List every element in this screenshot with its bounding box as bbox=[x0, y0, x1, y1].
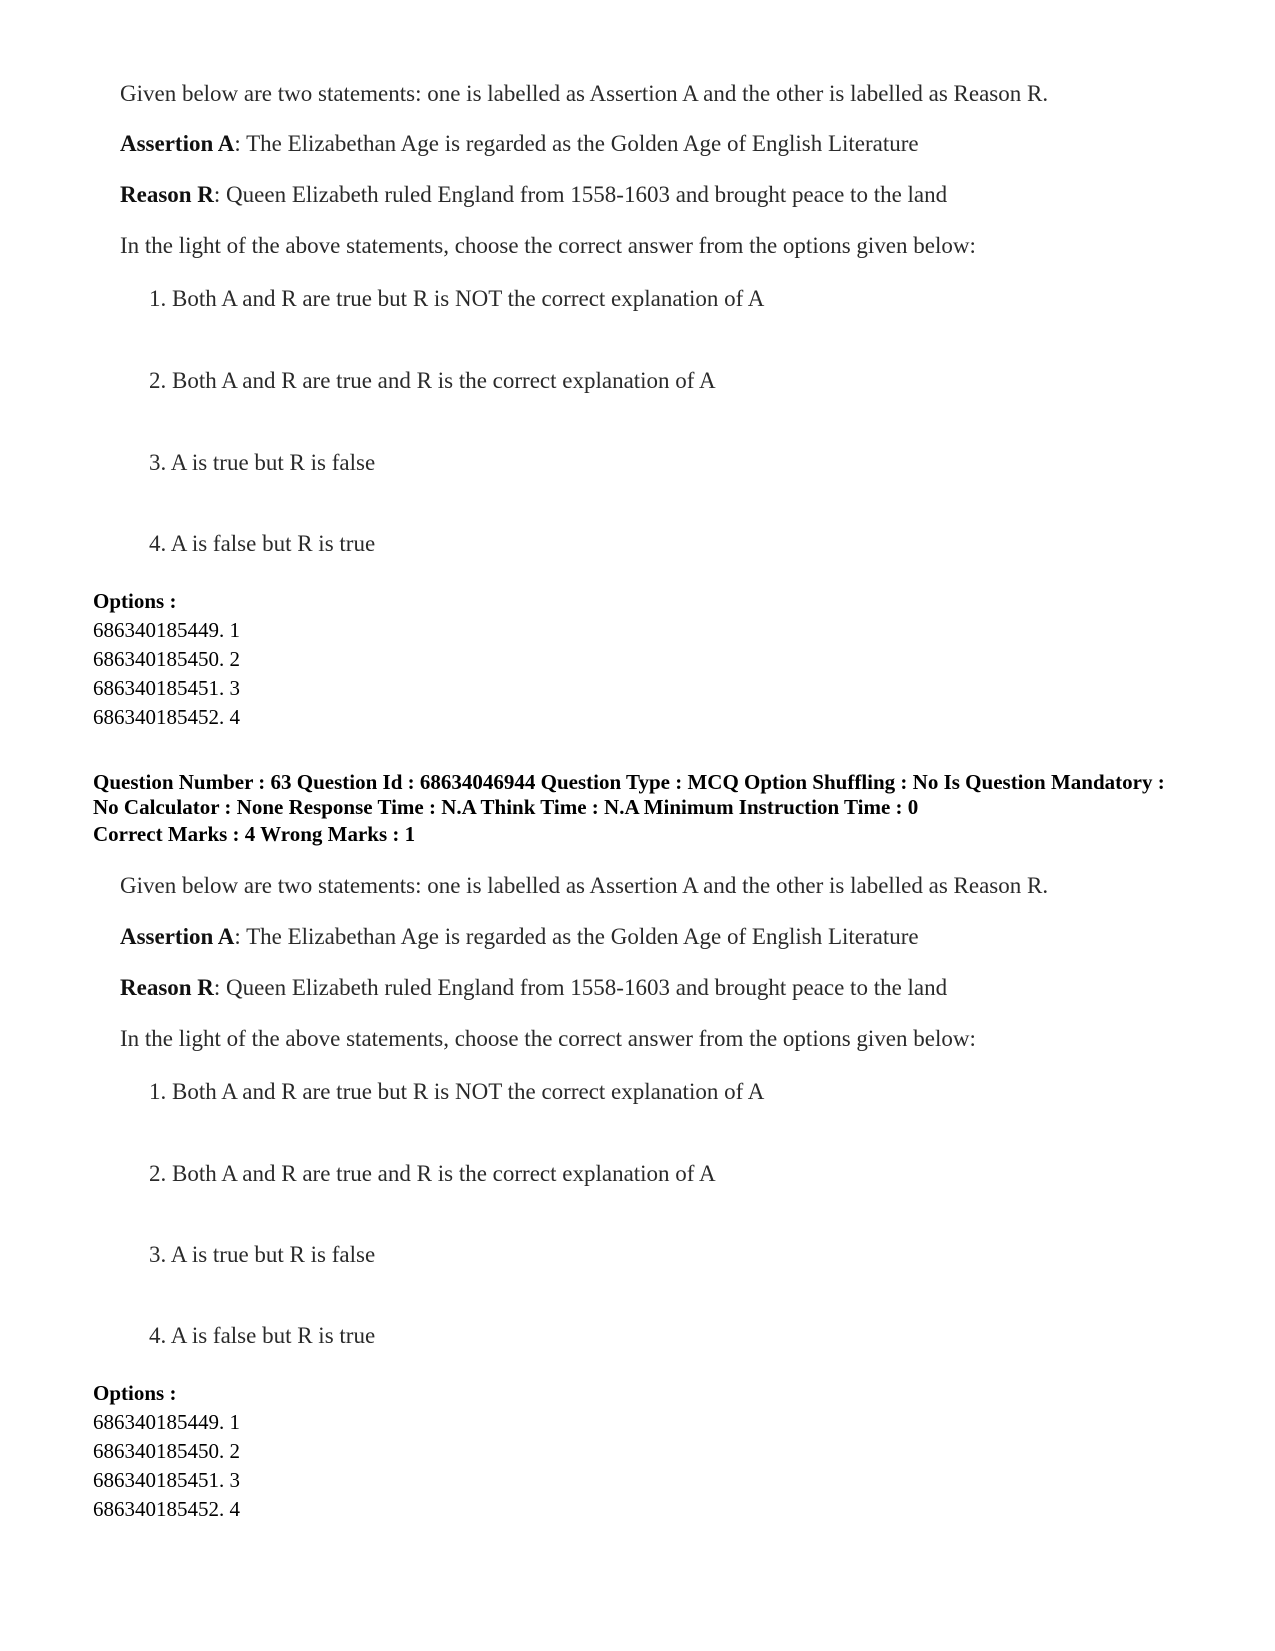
choice-item: 3. A is true but R is false bbox=[149, 1242, 376, 1267]
assertion-text: : The Elizabethan Age is regarded as the Golden Age of English Literature bbox=[234, 131, 919, 156]
option-line: 686340185450. 2 bbox=[93, 647, 240, 671]
question-marks-line: Correct Marks : 4 Wrong Marks : 1 bbox=[93, 822, 416, 846]
reason-text: : Queen Elizabeth ruled England from 1558-1603 and brought peace to the land bbox=[213, 182, 948, 207]
options-heading: Options : bbox=[93, 589, 177, 613]
intro-statement: Given below are two statements: one is labelled as Assertion A and the other is labelled as Reason R. bbox=[120, 873, 1049, 898]
choice-item: 1. Both A and R are true but R is NOT the correct explanation of A bbox=[149, 286, 765, 311]
reason-label: Reason R bbox=[120, 975, 214, 1000]
options-heading: Options : bbox=[93, 1381, 177, 1405]
choice-item: 2. Both A and R are true and R is the correct explanation of A bbox=[149, 368, 716, 393]
assertion-statement bbox=[120, 130, 919, 158]
reason-label: Reason R bbox=[120, 182, 214, 207]
reason-statement bbox=[120, 974, 947, 1002]
choice-item: 1. Both A and R are true but R is NOT the correct explanation of A bbox=[149, 1079, 765, 1104]
option-line: 686340185449. 1 bbox=[93, 618, 240, 642]
assertion-text: : The Elizabethan Age is regarded as the Golden Age of English Literature bbox=[234, 924, 919, 949]
assertion-label: Assertion A bbox=[120, 924, 235, 949]
assertion-statement bbox=[120, 923, 919, 951]
question-meta-line: No Calculator : None Response Time : N.A Think Time : N.A Minimum Instruction Time : 0 bbox=[93, 795, 919, 819]
reason-text: : Queen Elizabeth ruled England from 1558-1603 and brought peace to the land bbox=[213, 975, 948, 1000]
intro-statement: Given below are two statements: one is labelled as Assertion A and the other is labelled as Reason R. bbox=[120, 81, 1049, 106]
reason-statement bbox=[120, 181, 947, 209]
option-line: 686340185451. 3 bbox=[93, 676, 240, 700]
choice-item: 2. Both A and R are true and R is the correct explanation of A bbox=[149, 1161, 716, 1186]
option-line: 686340185451. 3 bbox=[93, 1468, 240, 1492]
choice-item: 4. A is false but R is true bbox=[149, 531, 376, 556]
choice-item: 3. A is true but R is false bbox=[149, 450, 376, 475]
instruction-statement: In the light of the above statements, choose the correct answer from the options given below: bbox=[120, 233, 976, 258]
option-line: 686340185450. 2 bbox=[93, 1439, 240, 1463]
choice-item: 4. A is false but R is true bbox=[149, 1323, 376, 1348]
option-line: 686340185452. 4 bbox=[93, 705, 240, 729]
instruction-statement: In the light of the above statements, choose the correct answer from the options given below: bbox=[120, 1026, 976, 1051]
option-line: 686340185449. 1 bbox=[93, 1410, 240, 1434]
question-meta-line: Question Number : 63 Question Id : 68634046944 Question Type : MCQ Option Shuffling : No Is Question Mandatory : bbox=[93, 770, 1165, 794]
option-line: 686340185452. 4 bbox=[93, 1497, 240, 1521]
assertion-label: Assertion A bbox=[120, 131, 235, 156]
